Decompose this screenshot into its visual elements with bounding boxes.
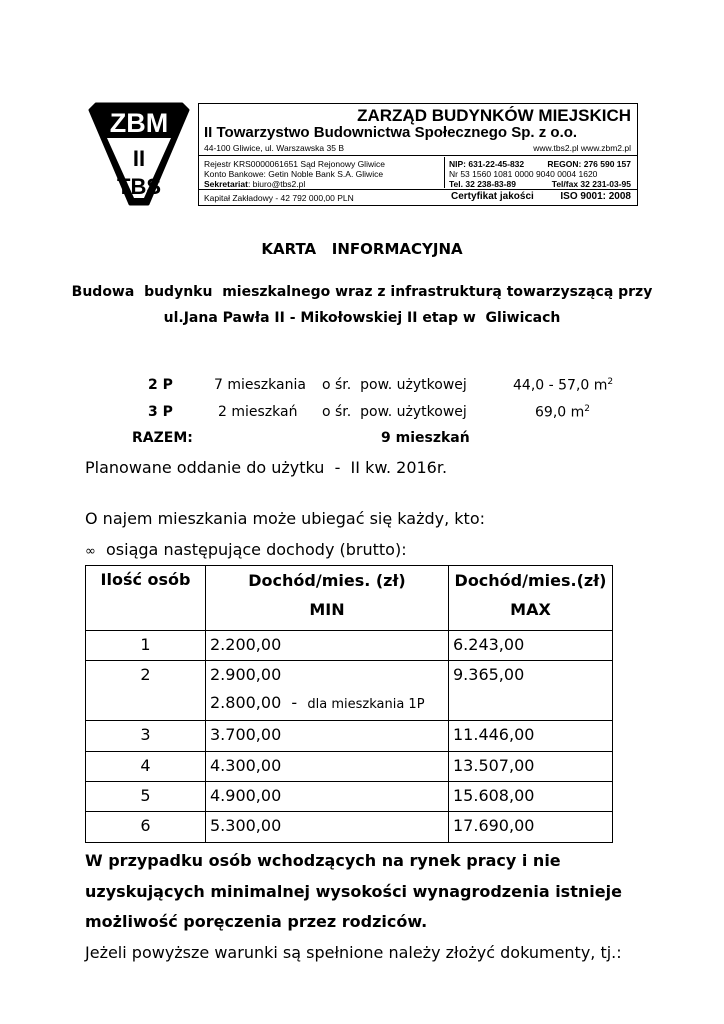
persons-cell: 4 <box>86 752 206 782</box>
header-persons: Ilość osób <box>86 566 206 631</box>
apartment-area-sup: 2 <box>584 404 590 414</box>
apartment-area <box>513 377 613 394</box>
org-certificate: Certyfikat jakości <box>451 191 534 202</box>
income-bullet-text: osiąga następujące dochody (brutto): <box>106 540 407 559</box>
min-cell: 2.200,00 <box>206 631 449 661</box>
apartment-area <box>535 404 590 421</box>
letterhead-divider-bottom <box>199 189 637 190</box>
letterhead-vertical-divider <box>444 157 445 188</box>
max-cell: 11.446,00 <box>449 721 613 752</box>
org-secretariat <box>204 179 305 189</box>
secretariat-value: : biuro@tbs2.pl <box>247 179 306 189</box>
document-title: KARTA INFORMACYJNA <box>261 240 463 258</box>
min-cell <box>206 661 449 721</box>
table-row <box>86 812 613 843</box>
org-address: 44-100 Gliwice, ul. Warszawska 35 B <box>204 143 344 153</box>
bold-note-line3: możliwość poręczenia przez rodziców. <box>85 912 428 931</box>
org-web: www.tbs2.pl www.zbm2.pl <box>533 143 631 153</box>
max-cell: 15.608,00 <box>449 782 613 812</box>
infinity-bullet-icon: ∞ <box>85 544 96 559</box>
zbm-tbs-logo <box>88 100 190 210</box>
subtitle-line1: Budowa budynku mieszkalnego wraz z infrastrukturą towarzyszącą przy <box>71 284 653 300</box>
org-account: Nr 53 1560 1081 0000 9040 0004 1620 <box>449 169 598 179</box>
org-tel: Tel. 32 238-83-89 <box>449 179 516 189</box>
min-cell: 5.300,00 <box>206 812 449 843</box>
min-cell: 3.700,00 <box>206 721 449 752</box>
who-can-apply: O najem mieszkania może ubiegać się każdy, kto: <box>85 509 486 528</box>
header-max <box>449 566 613 631</box>
planned-completion: Planowane oddanie do użytku - II kw. 2016r. <box>85 458 448 477</box>
min-extra <box>210 693 444 715</box>
org-nip: NIP: 631-22-45-832 <box>449 159 525 169</box>
apartment-type: 2 P <box>148 377 173 393</box>
logo-tbs-text: TBS <box>117 174 161 199</box>
table-row <box>86 631 613 661</box>
bold-note-line2: uzyskujących minimalnej wysokości wynagrodzenia istnieje <box>85 882 622 901</box>
min-cell: 4.900,00 <box>206 782 449 812</box>
table-row <box>86 661 613 721</box>
header-max-line1: Dochód/mies.(zł) <box>454 571 607 590</box>
apartment-count: 7 mieszkania <box>214 377 306 393</box>
persons-cell: 1 <box>86 631 206 661</box>
apartment-area-value: 44,0 - 57,0 m <box>513 377 608 394</box>
org-name: ZARZĄD BUDYNKÓW MIEJSKICH <box>357 106 631 125</box>
secretariat-label: Sekretariat <box>204 179 248 189</box>
logo-zbm-text: ZBM <box>109 108 169 138</box>
org-regon: REGON: 276 590 157 <box>547 159 631 169</box>
apartment-area-value: 69,0 m <box>535 404 585 421</box>
table-row <box>86 782 613 812</box>
bold-note-line1: W przypadku osób wchodzących na rynek pracy i nie <box>85 851 561 870</box>
total-value: 9 mieszkań <box>381 430 470 446</box>
header-max-line2: MAX <box>510 600 551 619</box>
org-bank: Konto Bankowe: Getin Noble Bank S.A. Gliwice <box>204 169 384 179</box>
total-label: RAZEM: <box>132 430 193 446</box>
org-capital: Kapitał Zakładowy - 42 792 000,00 PLN <box>204 193 354 203</box>
max-cell: 9.365,00 <box>449 661 613 721</box>
header-min-line2: MIN <box>309 600 345 619</box>
income-bullet <box>85 540 407 559</box>
min-extra-value: 2.800,00 - <box>210 693 298 712</box>
header-min <box>206 566 449 631</box>
table-row <box>86 752 613 782</box>
header-min-line1: Dochód/mies. (zł) <box>248 571 406 590</box>
org-registry: Rejestr KRS0000061651 Sąd Rejonowy Gliwice <box>204 159 385 169</box>
persons-cell: 3 <box>86 721 206 752</box>
persons-cell: 2 <box>86 661 206 721</box>
apartment-area-label: o śr. pow. użytkowej <box>322 377 467 393</box>
min-value: 2.900,00 <box>210 665 282 684</box>
org-iso: ISO 9001: 2008 <box>560 191 631 202</box>
apartment-area-sup: 2 <box>607 377 614 387</box>
apartment-type: 3 P <box>148 404 173 420</box>
logo-ii-text: II <box>132 146 146 171</box>
max-cell: 13.507,00 <box>449 752 613 782</box>
table-row <box>86 721 613 752</box>
table-header-row <box>86 566 613 631</box>
subtitle-line2: ul.Jana Pawła II - Mikołowskiej II etap w Gliwicach <box>163 310 561 326</box>
income-table <box>85 565 613 843</box>
final-line: Jeżeli powyższe warunki są spełnione należy złożyć dokumenty, tj.: <box>85 943 622 962</box>
letterhead-divider-top <box>199 155 637 156</box>
letterhead-box <box>198 103 638 206</box>
apartment-area-label: o śr. pow. użytkowej <box>322 404 467 420</box>
org-fax: Tel/fax 32 231-03-95 <box>551 179 631 189</box>
max-cell: 6.243,00 <box>449 631 613 661</box>
apartment-count: 2 mieszkań <box>218 404 298 420</box>
max-cell: 17.690,00 <box>449 812 613 843</box>
persons-cell: 6 <box>86 812 206 843</box>
org-subname: II Towarzystwo Budownictwa Społecznego Sp. z o.o. <box>204 124 578 141</box>
min-extra-note: dla mieszkania 1P <box>307 697 425 712</box>
min-cell: 4.300,00 <box>206 752 449 782</box>
persons-cell: 5 <box>86 782 206 812</box>
